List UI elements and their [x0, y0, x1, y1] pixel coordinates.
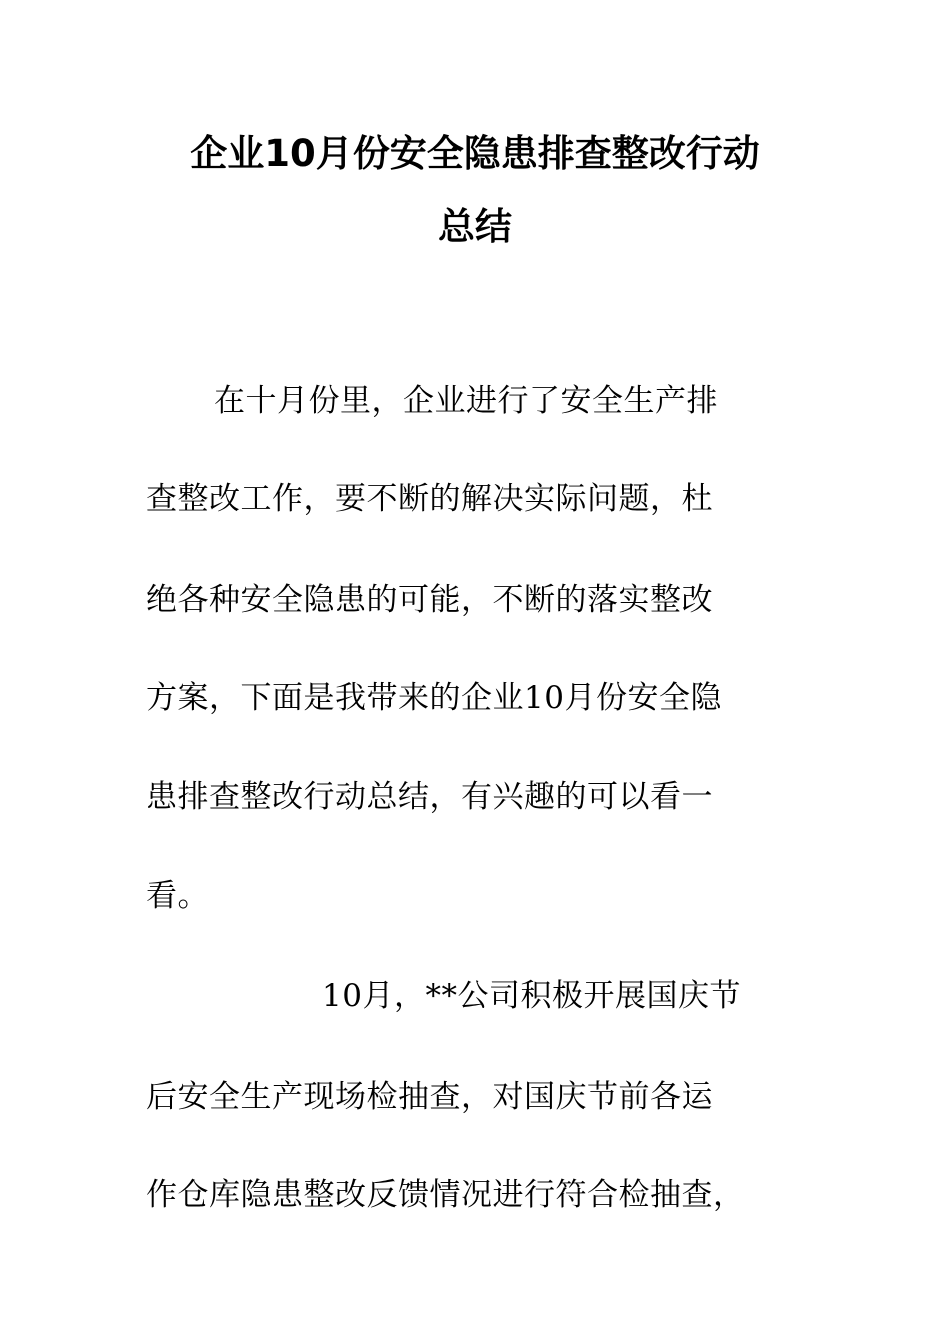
document-title-line-2: 总结 — [438, 205, 512, 248]
paragraph-1-line-5: 患排查整改行动总结，有兴趣的可以看一 — [146, 779, 713, 815]
paragraph-1-line-2: 查整改工作，要不断的解决实际问题，杜 — [146, 481, 713, 517]
paragraph-1-line-3: 绝各种安全隐患的可能，不断的落实整改 — [146, 582, 713, 618]
paragraph-2-line-3: 作仓库隐患整改反馈情况进行符合检抽查， — [146, 1177, 745, 1213]
document-title-line-1: 企业10月份安全隐患排查整改行动 — [190, 132, 760, 175]
paragraph-2-line-2: 后安全生产现场检抽查，对国庆节前各运 — [146, 1079, 713, 1115]
paragraph-1-line-6: 看。 — [146, 878, 209, 914]
paragraph-1-line-1: 在十月份里，企业进行了安全生产排 — [214, 383, 718, 419]
paragraph-2-line-1: 10月，**公司积极开展国庆节 — [322, 978, 741, 1014]
paragraph-1-line-4: 方案，下面是我带来的企业10月份安全隐 — [146, 680, 722, 716]
